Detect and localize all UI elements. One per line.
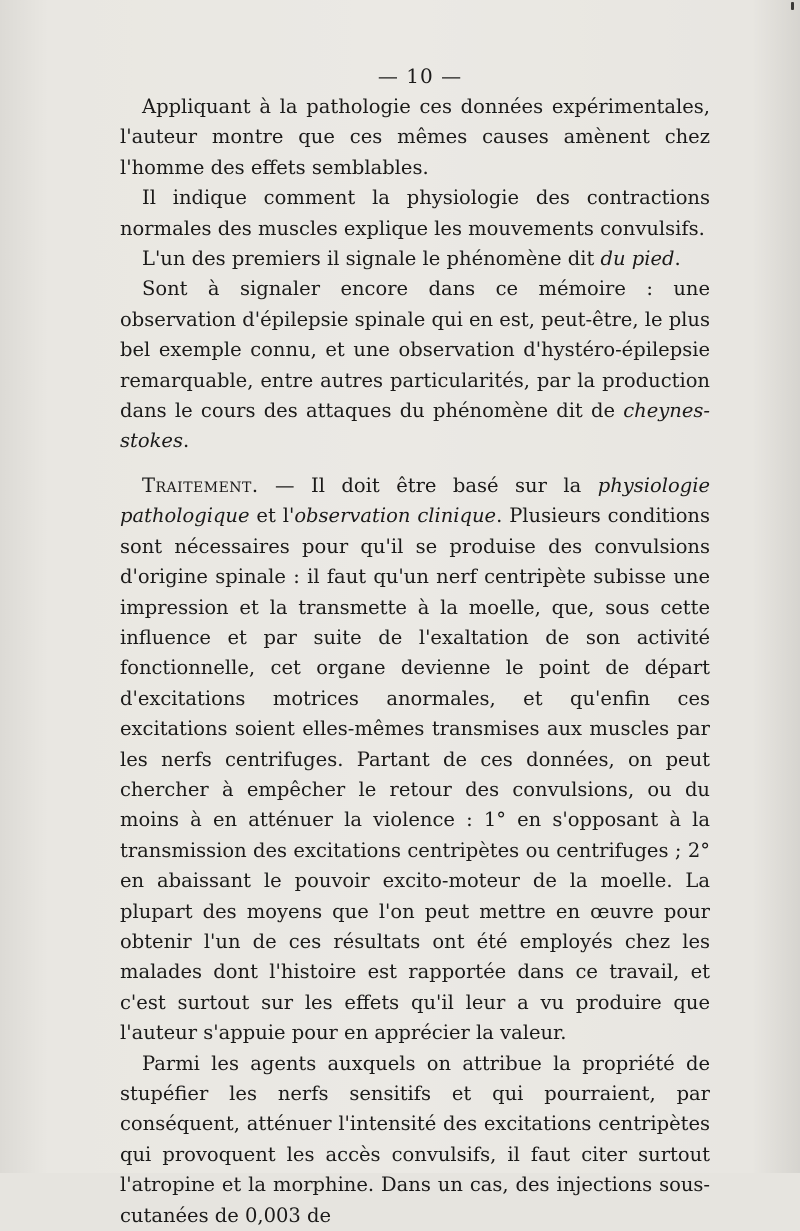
page-number: — 10 — [377,64,463,88]
paragraph-4 [120,274,710,456]
paragraph-4-end: . [182,429,190,453]
traitement-text: . Plusieurs conditions sont nécessaires pour qu'il se produise des convulsions d'origine spinale : il faut qu'un nerf centripète subisse une impression et la transmette à la moelle, que, sous cette influence et par suite de l'exaltation de son activité fonctionnelle, cet organe devienne le point de départ d'excitations motrices anormales, et qu'enfin ces excitations soient elles-mêmes transmises aux muscles par les nerfs centrifuges. Partant de ces données, on peut chercher à empêcher le retour des convulsions, ou du moins à en atténuer la violence : 1° en s'opposant à la transmission des excitations centripètes ou centrifuges ; 2° en abaissant le pouvoir excito-moteur de la moelle. La plupart des moyens que l'on peut mettre en œuvre pour obtenir l'un de ces résultats ont été employés chez les malades dont l'histoire est rapportée dans ce travail, et c'est surtout sur les effets qu'il leur a vu produire que l'auteur s'appuie pour en apprécier la valeur. [120,504,710,1045]
traitement-mid: et l' [249,504,295,528]
paragraph-3-text: L'un des premiers il signale le phénomène dit [142,247,601,271]
paragraph-3 [120,244,710,274]
paragraph-3-end: . [674,247,681,271]
paragraph-4-text: Sont à signaler encore dans ce mémoire : une observation d'épilepsie spinale qui en est, peut-être, le plus bel exemple connu, et une observation d'hystéro-épilepsie remarquable, entre autres particularités, par la production dans le cours des attaques du phénomène dit de [120,277,710,423]
traitement-intro: — Il doit être basé sur la [258,473,598,497]
body-text [120,92,710,1231]
traitement-heading: Traitement. [142,473,259,497]
paragraph-4-italic: cheynes-stokes [120,399,710,453]
paragraph-2: Il indique comment la physiologie des contractions normales des muscles explique les mouvements convulsifs. [120,186,710,240]
traitement-italic-2: observation clinique [294,504,497,528]
paragraph-1: Appliquant à la pathologie ces données expérimentales, l'auteur montre que ces mêmes causes amènent chez l'homme des effets semblables. [120,95,710,179]
traitement-paragraph [120,471,710,1049]
paragraph-last: Parmi les agents auxquels on attribue la propriété de stupéfier les nerfs sensitifs et qui pourraient, par conséquent, atténuer l'intensité des excitations centripètes qui provoquent les accès convulsifs, il faut citer surtout l'atropine et la morphine. Dans un cas, des injections sous-cutanées de 0,003 de [120,1051,710,1227]
traitement-italic-1: physiologie pathologique [120,473,710,528]
edge-mark [791,2,794,10]
paragraph-3-italic: du pied [600,247,675,271]
